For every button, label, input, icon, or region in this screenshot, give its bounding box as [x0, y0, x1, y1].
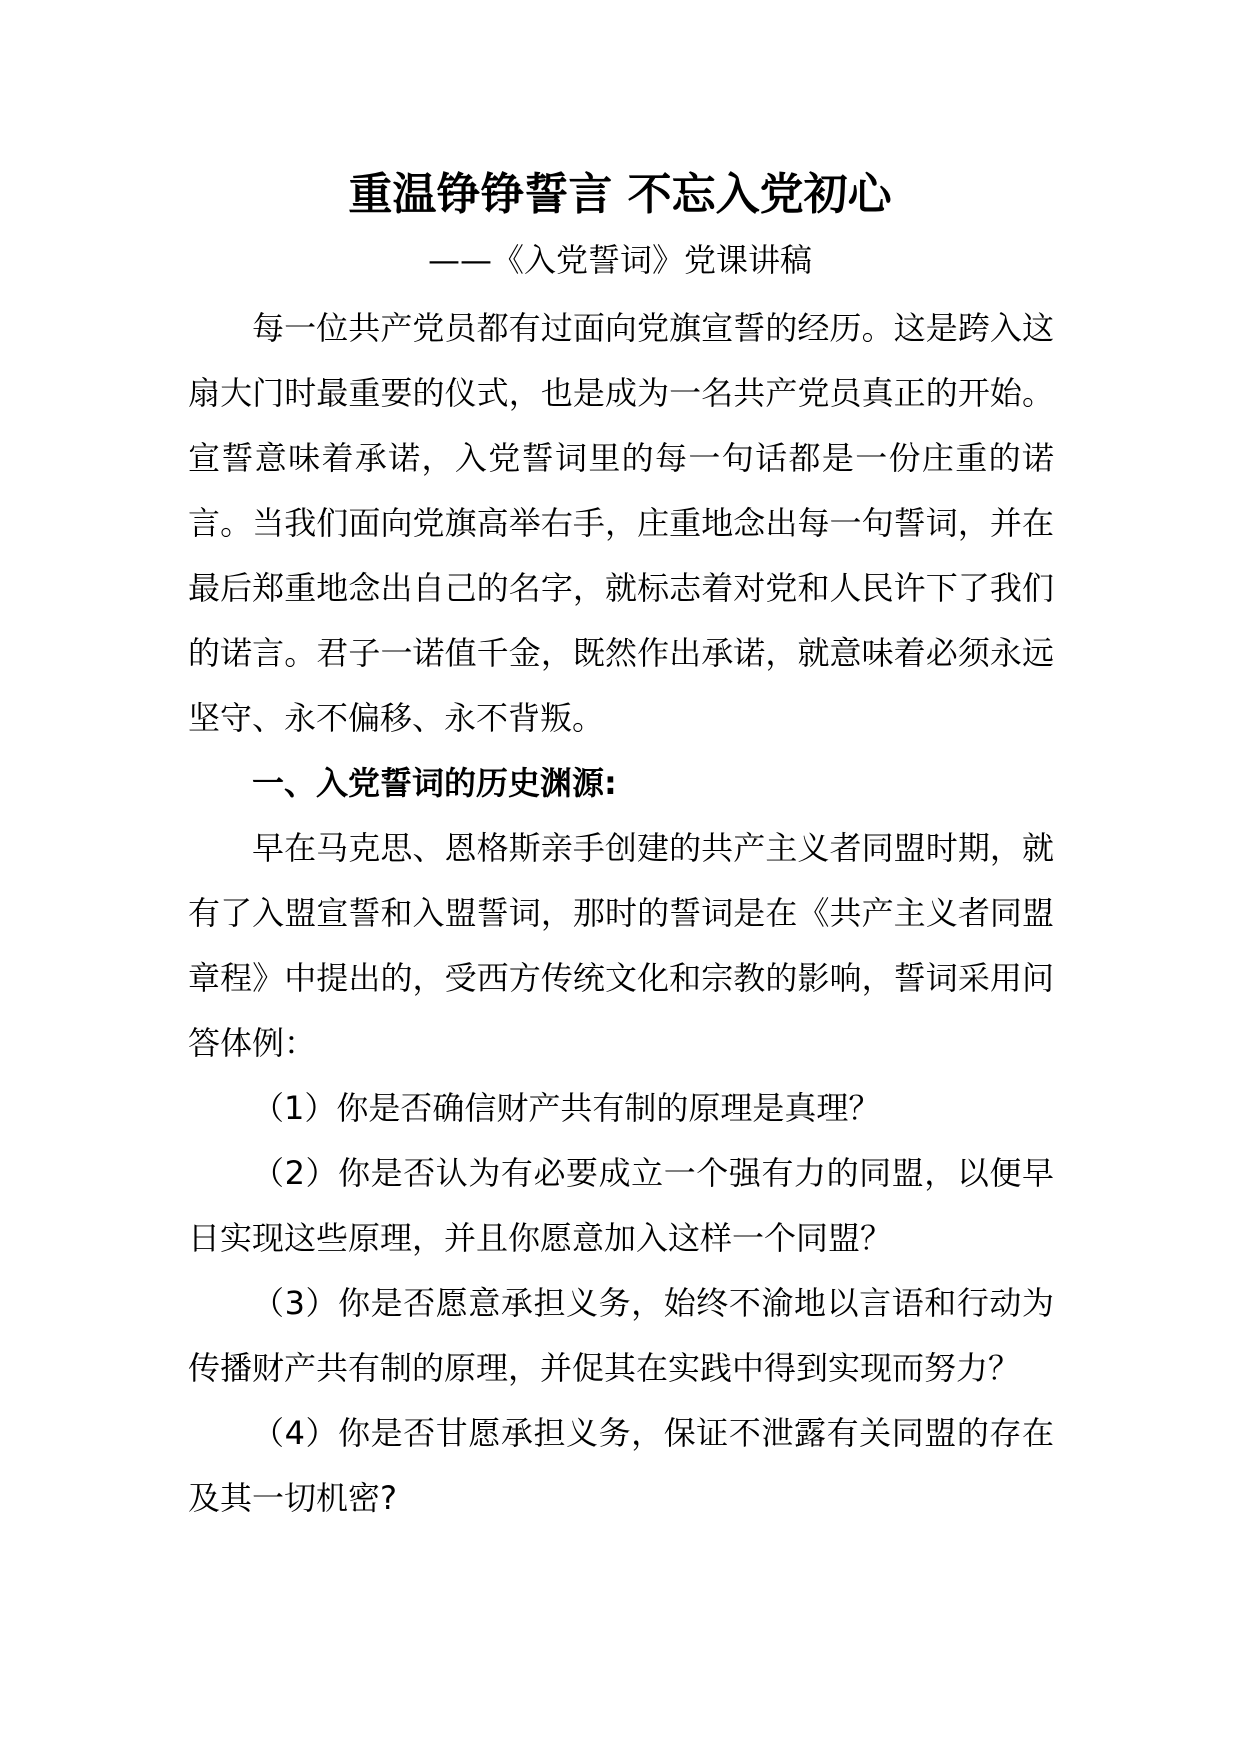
document-subtitle: ——《入党誓词》党课讲稿 — [427, 241, 812, 279]
document-title: 重温铮铮誓言 不忘入党初心 — [348, 169, 892, 220]
document-body — [188, 296, 1054, 1531]
section-heading-history: 一、入党誓词的历史渊源: — [252, 764, 617, 802]
oath-question-3: （3）你是否愿意承担义务，始终不渝地以言语和行动为传播财产共有制的原理，并促其在实践中得到实现而努力？ — [188, 1284, 1054, 1387]
oath-question-1: （1）你是否确信财产共有制的原理是真理？ — [252, 1089, 881, 1127]
paragraph-intro: 每一位共产党员都有过面向党旗宣誓的经历。这是跨入这扇大门时最重要的仪式，也是成为一名共产党员真正的开始。宣誓意味着承诺，入党誓词里的每一句话都是一份庄重的诺言。当我们面向党旗高举右手，庄重地念出每一句誓词，并在最后郑重地念出自己的名字，就标志着对党和人民许下了我们的诺言。君子一诺值千金，既然作出承诺，就意味着必须永远坚守、永不偏移、永不背叛。 — [188, 309, 1054, 737]
paragraph-history: 早在马克思、恩格斯亲手创建的共产主义者同盟时期，就有了入盟宣誓和入盟誓词，那时的誓词是在《共产主义者同盟章程》中提出的，受西方传统文化和宗教的影响，誓词采用问答体例： — [188, 829, 1054, 1062]
oath-question-2: （2）你是否认为有必要成立一个强有力的同盟，以便早日实现这些原理，并且你愿意加入这样一个同盟？ — [188, 1154, 1054, 1257]
oath-question-4: （4）你是否甘愿承担义务，保证不泄露有关同盟的存在及其一切机密? — [188, 1414, 1054, 1517]
